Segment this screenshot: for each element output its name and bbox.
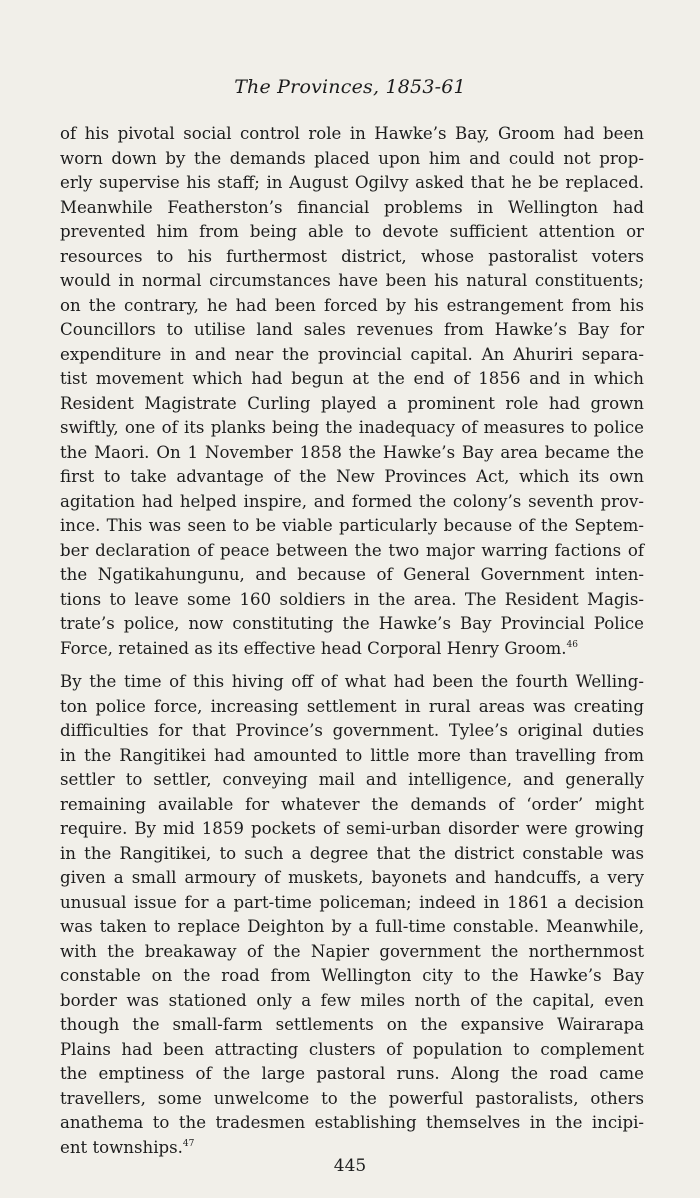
text-line: expenditure in and near the provincial capital. An Ahuriri separa-	[60, 344, 644, 364]
text-line: ton police force, increasing settlement in rural areas was creating	[60, 696, 644, 716]
text-line: agitation had helped inspire, and formed the colony’s seventh prov-	[60, 491, 644, 511]
footnote-marker: 46	[566, 639, 578, 650]
text-line: anathema to the tradesmen establishing themselves in the incipi-	[60, 1113, 644, 1132]
text-line: border was stationed only a few miles north of the capital, even	[60, 990, 644, 1010]
text-line: trate’s police, now constituting the Hawke’s Bay Provincial Police	[60, 614, 644, 633]
text-line: unusual issue for a part-time policeman; indeed in 1861 a decision	[60, 892, 644, 912]
text-line: of his pivotal social control role in Hawke’s Bay, Groom had been	[60, 124, 644, 143]
text-line: Plains had been attracting clusters of population to complement	[60, 1039, 644, 1059]
text-line: Resident Magistrate Curling played a prominent role had grown	[60, 393, 644, 413]
text-line-content: ent townships.	[60, 1137, 183, 1157]
text-line: on the contrary, he had been forced by his estrangement from his	[60, 295, 644, 315]
text-line: Councillors to utilise land sales revenues from Hawke’s Bay for	[60, 320, 644, 339]
text-line: tions to leave some 160 soldiers in the area. The Resident Magis-	[60, 589, 644, 609]
text-line: in the Rangitikei, to such a degree that the district constable was	[60, 843, 644, 863]
text-line: with the breakaway of the Napier government the northernmost	[60, 941, 644, 961]
text-line: difficulties for that Province’s government. Tylee’s original duties	[60, 721, 644, 740]
text-line: erly supervise his staff; in August Ogilvy asked that he be replaced.	[60, 173, 644, 192]
text-line: By the time of this hiving off of what had been the fourth Welling-	[60, 672, 644, 691]
text-line: swiftly, one of its planks being the inadequacy of measures to police	[60, 418, 644, 437]
paragraph-1	[60, 122, 644, 661]
text-line: settler to settler, conveying mail and intelligence, and generally	[60, 770, 644, 789]
text-line: worn down by the demands placed upon him and could not prop-	[60, 148, 644, 168]
text-line-content: Force, retained as its effective head Corporal Henry Groom.	[60, 638, 567, 658]
text-line: was taken to replace Deighton by a full-time constable. Meanwhile,	[60, 917, 644, 936]
text-line: would in normal circumstances have been his natural constituents;	[60, 271, 644, 290]
text-line: ince. This was seen to be viable particularly because of the Septem-	[60, 516, 644, 535]
footnote-marker: 47	[182, 1138, 195, 1149]
text-line: though the small-farm settlements on the expansive Wairarapa	[60, 1015, 644, 1034]
text-line: remaining available for whatever the demands of ‘order’ might	[60, 794, 644, 814]
text-line: Meanwhile Featherston’s financial problems in Wellington had	[60, 197, 644, 217]
paragraph-2	[60, 670, 644, 1160]
text-line: the Ngatikahungunu, and because of General Government inten-	[60, 565, 644, 584]
text-line: travellers, some unwelcome to the powerful pastoralists, others	[60, 1088, 644, 1108]
text-line: first to take advantage of the New Provinces Act, which its own	[60, 467, 644, 486]
text-line: resources to his furthermost district, whose pastoralist voters	[60, 246, 644, 266]
text-line: tist movement which had begun at the end of 1856 and in which	[60, 369, 644, 388]
text-line-last	[60, 637, 644, 662]
running-head: The Provinces, 1853-61	[234, 76, 466, 98]
text-line: in the Rangitikei had amounted to little more than travelling from	[60, 745, 644, 765]
text-line: ber declaration of peace between the two major warring factions of	[60, 540, 644, 560]
page-number: 445	[333, 1156, 367, 1176]
text-line: require. By mid 1859 pockets of semi-urban disorder were growing	[60, 819, 644, 838]
text-line: constable on the road from Wellington city to the Hawke’s Bay	[60, 966, 644, 985]
text-line: prevented him from being able to devote sufficient attention or	[60, 222, 644, 241]
text-line: the emptiness of the large pastoral runs. Along the road came	[60, 1064, 644, 1083]
text-line: given a small armoury of muskets, bayonets and handcuffs, a very	[60, 868, 644, 887]
text-line: the Maori. On 1 November 1858 the Hawke’s Bay area became the	[60, 442, 644, 462]
